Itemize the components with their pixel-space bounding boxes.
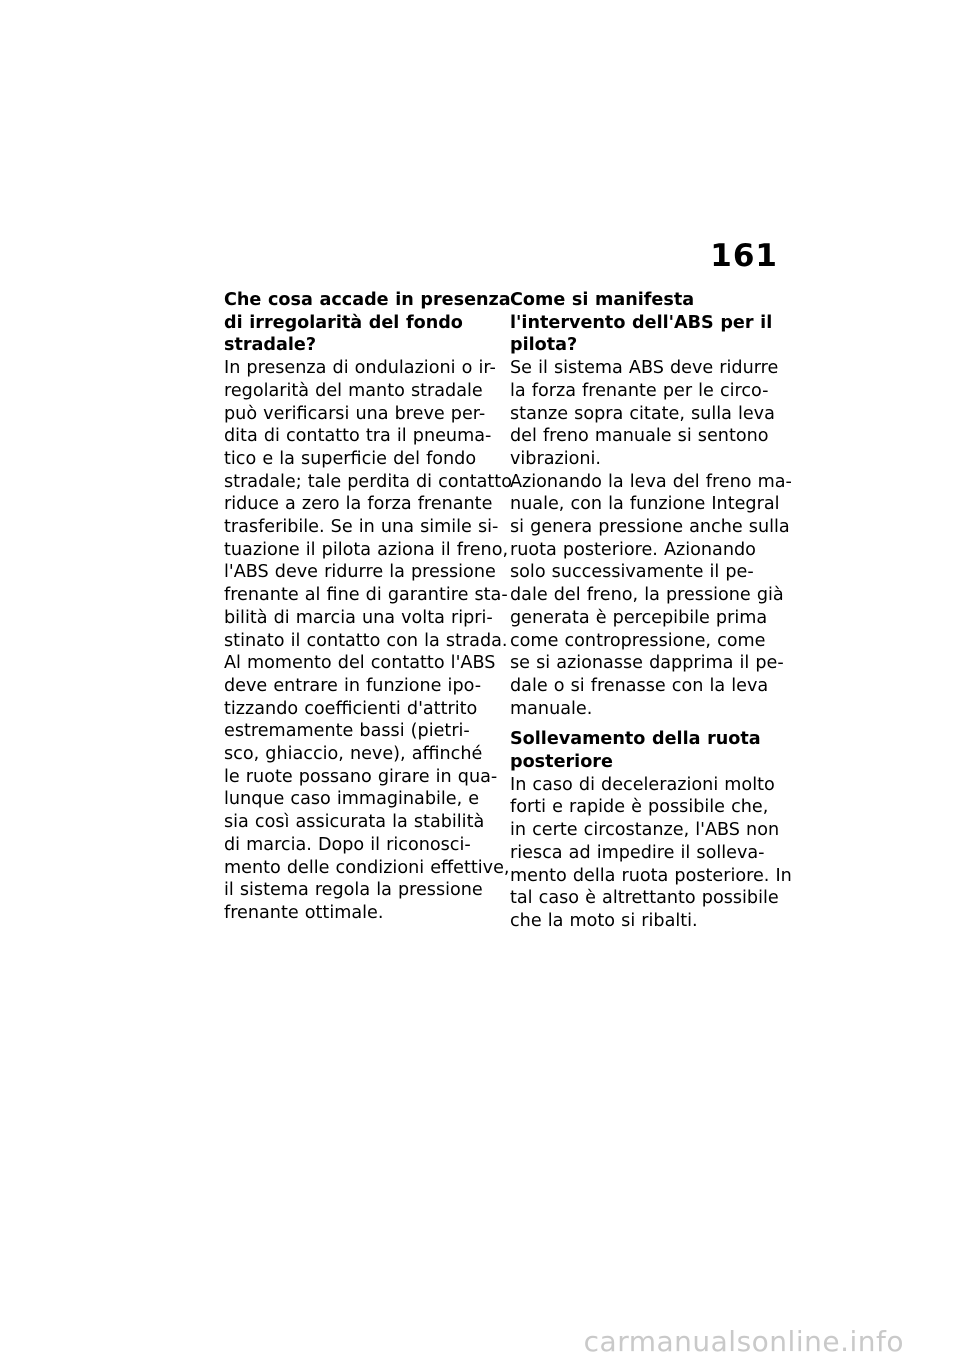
body-line: che la moto si ribalti.: [510, 910, 698, 931]
body-line: dale o si frenasse con la leva: [510, 675, 769, 696]
body-line: Al momento del contatto l'ABS: [224, 653, 496, 674]
body-line: di marcia. Dopo il riconosci-: [224, 834, 471, 855]
body-line: In caso di decelerazioni molto: [510, 774, 775, 795]
section-body: [510, 357, 792, 720]
body-line: stinato il contatto con la strada.: [224, 630, 508, 651]
body-line: come contropressione, come: [510, 630, 766, 651]
body-line: si genera pressione anche sulla: [510, 517, 790, 538]
body-line: dita di contatto tra il pneuma-: [224, 426, 492, 447]
body-line: In presenza di ondulazioni o ir-: [224, 358, 496, 379]
body-line: in certe circostanze, l'ABS non: [510, 820, 780, 841]
body-line: la forza frenante per le circo-: [510, 380, 769, 401]
body-line: trasferibile. Se in una simile si-: [224, 517, 499, 538]
body-line: bilità di marcia una volta ripri-: [224, 607, 493, 628]
section-heading: [510, 728, 785, 773]
heading-line: pilota?: [510, 335, 578, 356]
body-line: tico e la superficie del fondo: [224, 448, 477, 469]
body-line: deve entrare in funzione ipo-: [224, 675, 482, 696]
body-line: tizzando coefficienti d'attrito: [224, 698, 478, 719]
heading-line: di irregolarità del fondo: [224, 312, 463, 333]
body-line: il sistema regola la pressione: [224, 880, 483, 901]
section-heading: [510, 289, 785, 357]
body-line: riesca ad impedire il solleva-: [510, 842, 765, 863]
section-body: [510, 774, 792, 933]
body-line: frenante al fine di garantire sta-: [224, 585, 508, 606]
body-line: Azionando la leva del freno ma-: [510, 471, 792, 492]
body-line: vibrazioni.: [510, 448, 602, 469]
body-line: tuazione il pilota aziona il freno,: [224, 539, 509, 560]
body-line: del freno manuale si sentono: [510, 426, 769, 447]
watermark: carmanualsonline.info: [583, 1325, 904, 1358]
heading-line: l'intervento dell'ABS per il: [510, 312, 773, 333]
body-line: manuale.: [510, 698, 593, 719]
body-line: stanze sopra citate, sulla leva: [510, 403, 775, 424]
body-line: lunque caso immaginabile, e: [224, 789, 480, 810]
body-line: forti e rapide è possibile che,: [510, 797, 769, 818]
body-line: l'ABS deve ridurre la pressione: [224, 562, 496, 583]
body-line: se si azionasse dapprima il pe-: [510, 653, 784, 674]
body-line: Se il sistema ABS deve ridurre: [510, 358, 779, 379]
right-column: [510, 289, 792, 941]
section-irregular-road: [224, 289, 512, 925]
body-line: nuale, con la funzione Integral: [510, 494, 780, 515]
body-line: mento della ruota posteriore. In: [510, 865, 792, 886]
body-line: riduce a zero la forza frenante: [224, 494, 493, 515]
body-line: frenante ottimale.: [224, 902, 384, 923]
body-line: estremamente bassi (pietri-: [224, 721, 470, 742]
page-number: 161: [710, 238, 778, 274]
heading-line: stradale?: [224, 335, 317, 356]
section-rear-wheel-lift: [510, 728, 792, 932]
body-line: dale del freno, la pressione già: [510, 585, 784, 606]
body-line: sia così assicurata la stabilità: [224, 812, 485, 833]
heading-line: Che cosa accade in presenza: [224, 290, 511, 310]
body-line: tal caso è altrettanto possibile: [510, 888, 779, 909]
body-line: le ruote possano girare in qua-: [224, 766, 498, 787]
heading-line: Come si manifesta: [510, 290, 695, 310]
body-line: sco, ghiaccio, neve), affinché: [224, 744, 483, 765]
body-line: regolarità del manto stradale: [224, 380, 483, 401]
body-line: solo successivamente il pe-: [510, 562, 754, 583]
heading-line: posteriore: [510, 752, 613, 773]
body-line: generata è percepibile prima: [510, 607, 768, 628]
body-line: ruota posteriore. Azionando: [510, 539, 756, 560]
body-line: stradale; tale perdita di contatto: [224, 471, 512, 492]
body-line: può verificarsi una breve per-: [224, 403, 486, 424]
section-body: [224, 357, 512, 925]
body-line: mento delle condizioni effettive,: [224, 857, 510, 878]
left-column: [224, 289, 512, 933]
heading-line: Sollevamento della ruota: [510, 729, 761, 750]
section-heading: [224, 289, 511, 357]
section-abs-intervention: [510, 289, 792, 720]
